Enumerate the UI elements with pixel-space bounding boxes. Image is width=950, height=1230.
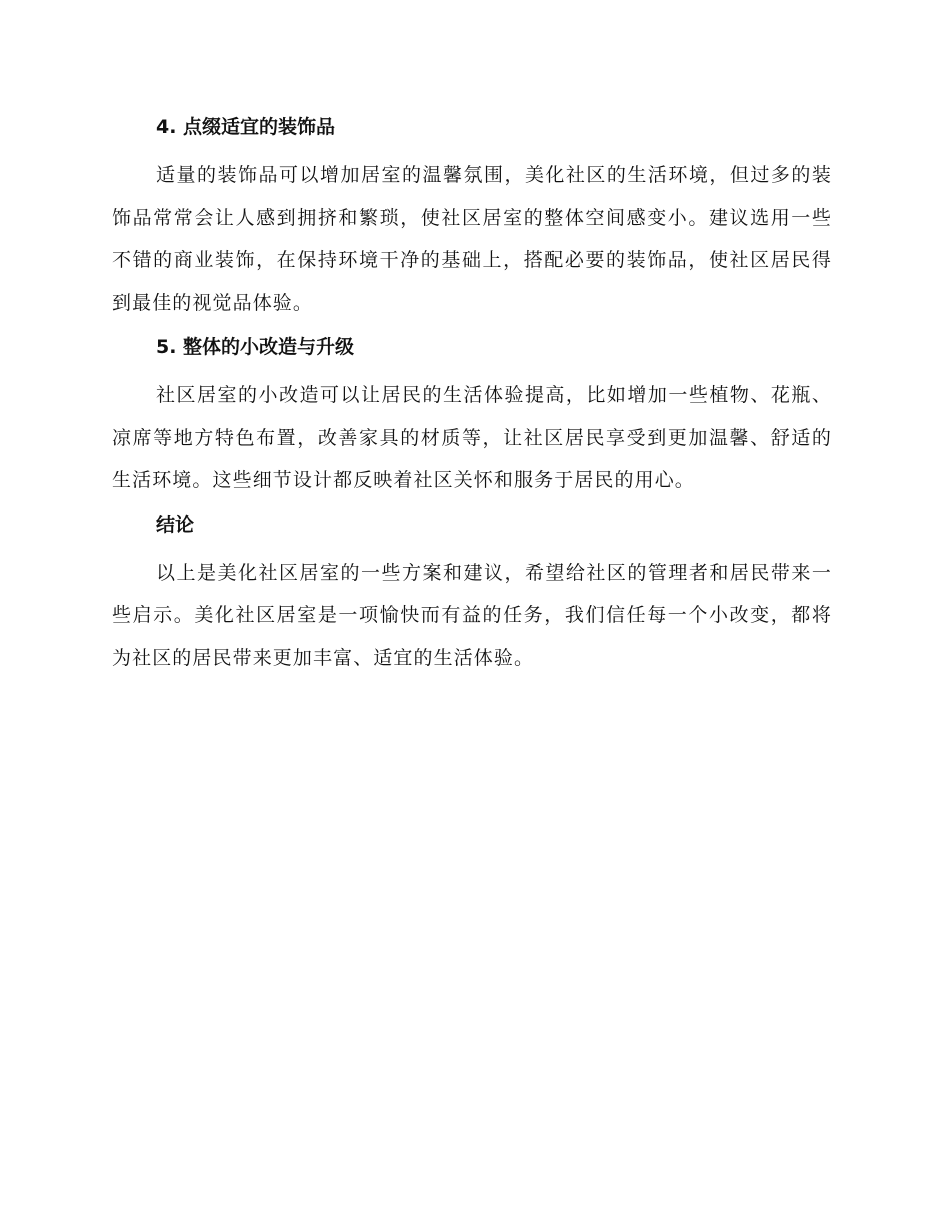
section-heading-decorations: 4. 点缀适宜的装饰品 <box>156 116 336 138</box>
section-paragraph-decorations: 适量的装饰品可以增加居室的温馨氛围，美化社区的生活环境，但过多的装饰品常常会让人感到拥挤和繁琐，使社区居室的整体空间感变小。建议选用一些不错的商业装饰，在保持环境干净的基础上，搭配必要的装饰品，使社区居民得到最佳的视觉品体验。 <box>112 164 832 314</box>
section-heading-conclusion: 结论 <box>156 513 195 536</box>
document-body <box>112 112 832 679</box>
section-paragraph-conclusion: 以上是美化社区居室的一些方案和建议，希望给社区的管理者和居民带来一些启示。美化社区居室是一项愉快而有益的任务，我们信任每一个小改变，都将为社区的居民带来更加丰富、适宜的生活体验。 <box>112 561 832 669</box>
section-paragraph-renovation: 社区居室的小改造可以让居民的生活体验提高，比如增加一些植物、花瓶、凉席等地方特色布置，改善家具的材质等，让社区居民享受到更加温馨、舒适的生活环境。这些细节设计都反映着社区关怀和服务于居民的用心。 <box>112 384 832 491</box>
section-heading-renovation: 5. 整体的小改造与升级 <box>156 336 355 358</box>
